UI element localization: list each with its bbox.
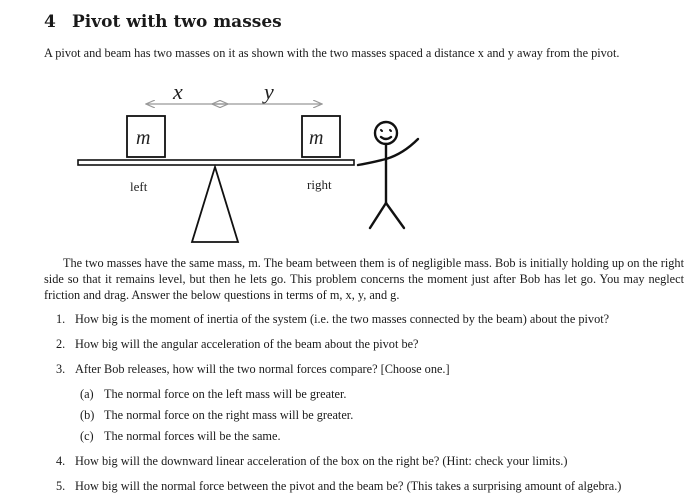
option-b: (b) The normal force on the right mass will be greater.	[80, 408, 354, 422]
question-3: 3. After Bob releases, how will the two normal forces compare? [Choose one.]	[56, 362, 450, 376]
question-5: 5. How big will the normal force between the pivot and the beam be? (This takes a surprising amount of algebra.)	[56, 479, 622, 493]
right-mass-label: m	[309, 127, 324, 149]
question-2: 2. How big will the angular acceleration of the beam about the pivot be?	[56, 337, 419, 351]
x-label: x	[173, 79, 183, 104]
option-c: (c) The normal forces will be the same.	[80, 429, 281, 443]
pivot-beam-figure	[70, 75, 430, 250]
intro-paragraph: A pivot and beam has two masses on it as shown with the two masses spaced a distance x and y away from the pivot.	[44, 46, 620, 60]
section-title: Pivot with two masses	[72, 12, 282, 32]
section-heading	[44, 12, 282, 32]
section-number: 4	[44, 12, 56, 32]
option-a: (a) The normal force on the left mass will be greater.	[80, 387, 347, 401]
beam	[78, 160, 354, 165]
bob-stick-figure	[358, 122, 418, 228]
right-label: right	[307, 177, 332, 192]
question-1: 1. How big is the moment of inertia of the system (i.e. the two masses connected by the beam) about the pivot?	[56, 312, 610, 326]
pivot-triangle	[192, 167, 238, 242]
left-mass-label: m	[136, 127, 151, 149]
body-paragraph: The two masses have the same mass, m. The beam between them is of negligible mass. Bob is initially holding up on the right side so that it remains level, but then he lets go. This problem concerns the moment just after Bob has let go. You may neglect friction and drag. Answer the below questions in terms of m, x, y, and g.	[44, 256, 684, 302]
left-label: left	[130, 179, 148, 194]
y-label: y	[264, 79, 274, 104]
question-4: 4. How big will the downward linear acceleration of the box on the right be? (Hint: check your limits.)	[56, 454, 568, 468]
